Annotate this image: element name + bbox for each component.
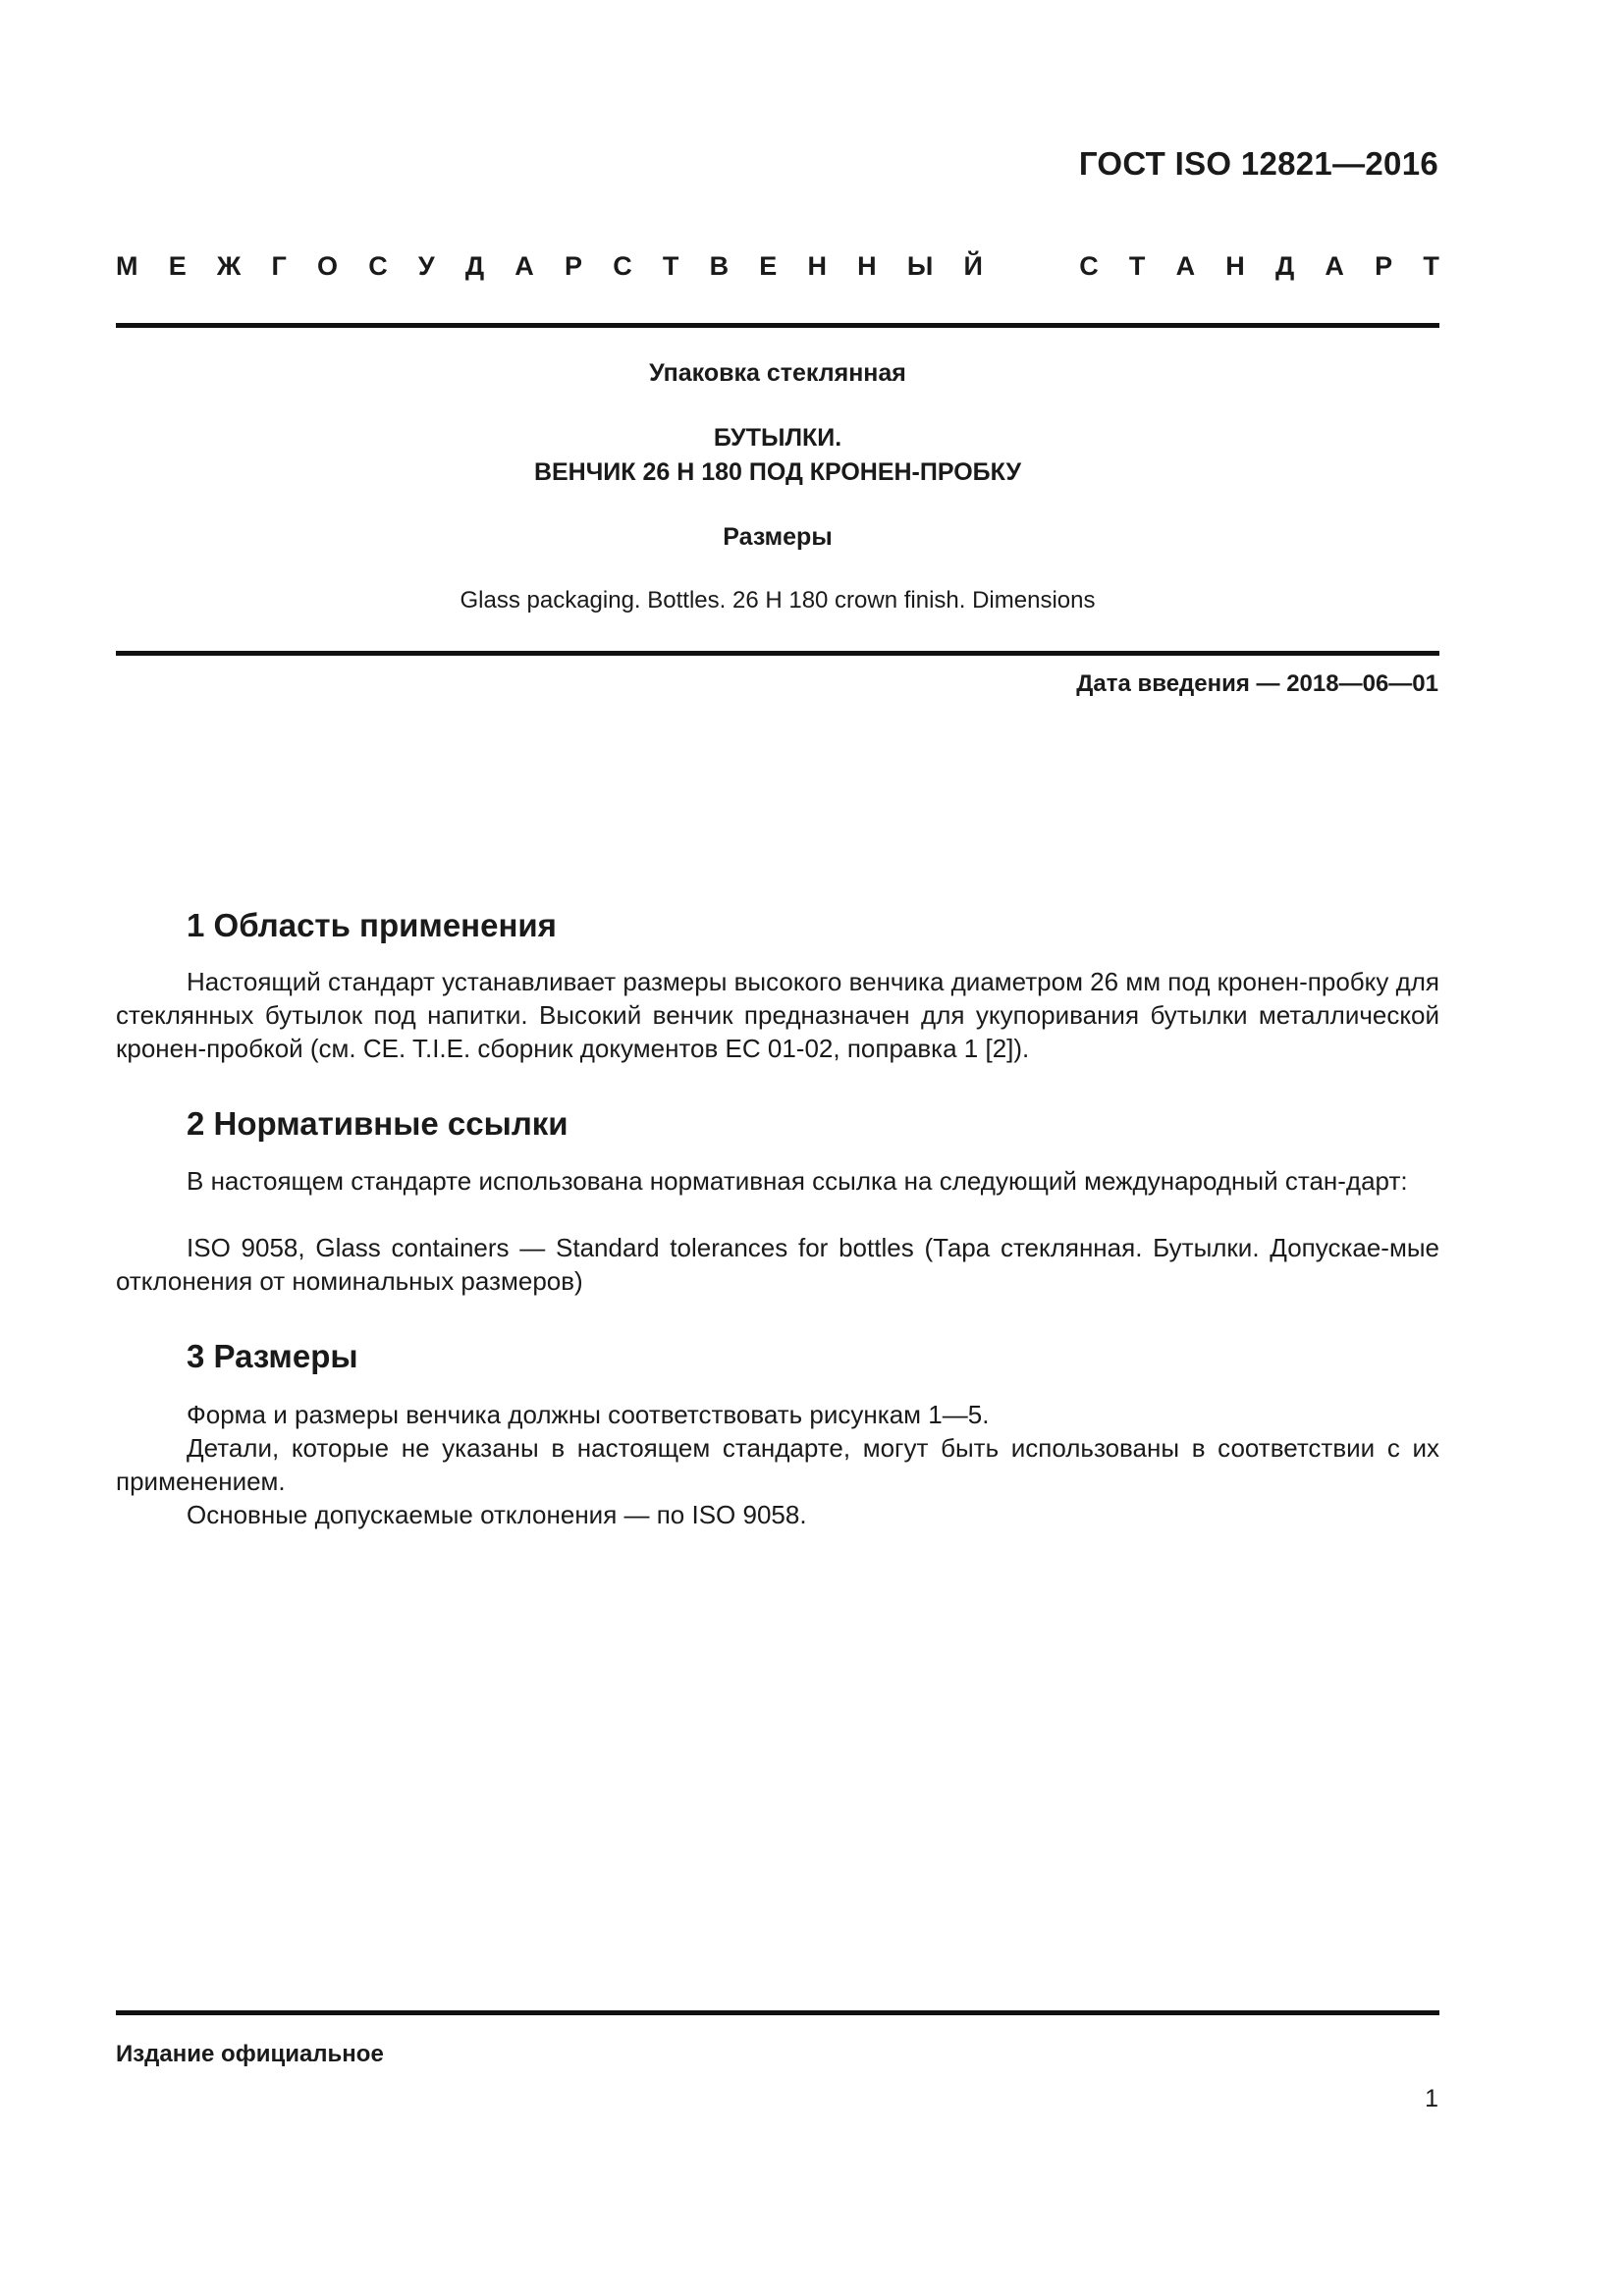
header-divider: [116, 323, 1439, 328]
banner-letter: Д: [464, 251, 485, 281]
banner-letter: Н: [1225, 251, 1245, 281]
banner-letter: С: [613, 251, 632, 281]
banner-letter: Ж: [216, 251, 242, 281]
banner-letter: Р: [564, 251, 582, 281]
banner-letter: С: [1079, 251, 1099, 281]
references-paragraph: В настоящем стандарте использована нормативная ссылка на следующий международный стан-дарт:: [187, 1166, 1408, 1196]
interstate-standard-banner: [116, 251, 1439, 282]
banner-letter: Е: [759, 251, 778, 281]
banner-letter: Т: [662, 251, 679, 281]
banner-letter: Н: [807, 251, 827, 281]
section-heading-references: 2 Нормативные ссылки: [187, 1105, 568, 1142]
banner-letter: Д: [1274, 251, 1295, 281]
banner-letter: У: [417, 251, 435, 281]
banner-letter: А: [1175, 251, 1196, 281]
banner-letter: С: [368, 251, 388, 281]
official-edition-label: Издание официальное: [116, 2041, 384, 2067]
banner-letter: А: [514, 251, 534, 281]
banner-letter: Н: [857, 251, 877, 281]
dimensions-paragraph-1: Форма и размеры венчика должны соответствовать рисункам 1—5.: [187, 1400, 990, 1429]
banner-letter: Г: [271, 251, 287, 281]
section-heading-dimensions: 3 Размеры: [187, 1338, 358, 1374]
document-subtitle: Размеры: [723, 523, 833, 551]
scope-paragraph: Настоящий стандарт устанавливает размеры высокого венчика диаметром 26 мм под кронен-пробку для стеклянных бутылок под напитки. Высокий венчик предназначен для укупоривания бутылки металлической кронен-пробкой (см. CE. T.I.E. сборник документов ЕС 01-02, поправка 1 [2]).: [116, 967, 1439, 1063]
standard-number: ГОСТ ISO 12821—2016: [1078, 145, 1438, 182]
banner-letter: Й: [963, 251, 983, 281]
section-heading-scope: 1 Область применения: [187, 907, 557, 943]
title-divider: [116, 651, 1439, 656]
banner-letter: Р: [1375, 251, 1393, 281]
banner-letter: О: [316, 251, 338, 281]
banner-word-gap: [1013, 251, 1049, 282]
banner-letter: В: [709, 251, 730, 281]
introduction-date: Дата введения — 2018—06—01: [1076, 670, 1438, 697]
footer-divider: [116, 2010, 1439, 2015]
english-title: Glass packaging. Bottles. 26 H 180 crown finish. Dimensions: [460, 587, 1096, 614]
banner-letter: Т: [1423, 251, 1439, 281]
banner-letter: Т: [1128, 251, 1146, 281]
banner-letter: М: [116, 251, 138, 281]
document-title-line-1: БУТЫЛКИ.: [713, 424, 842, 452]
dimensions-paragraph-2: Детали, которые не указаны в настоящем стандарте, могут быть использованы в соответствии с их применением.: [116, 1433, 1439, 1496]
banner-letter: А: [1325, 251, 1344, 281]
banner-letter: Е: [168, 251, 187, 281]
document-category: Упаковка стеклянная: [649, 359, 906, 387]
page-number: 1: [1425, 2085, 1438, 2112]
document-title-line-2: ВЕНЧИК 26 Н 180 ПОД КРОНЕН-ПРОБКУ: [533, 458, 1022, 486]
banner-letter: Ы: [906, 251, 934, 281]
references-item-iso-9058: ISO 9058, Glass containers — Standard tolerances for bottles (Тара стеклянная. Бутылки. Допускае-мые отклонения от номинальных размеров): [116, 1233, 1439, 1296]
dimensions-paragraph-3: Основные допускаемые отклонения — по ISO 9058.: [187, 1500, 807, 1529]
